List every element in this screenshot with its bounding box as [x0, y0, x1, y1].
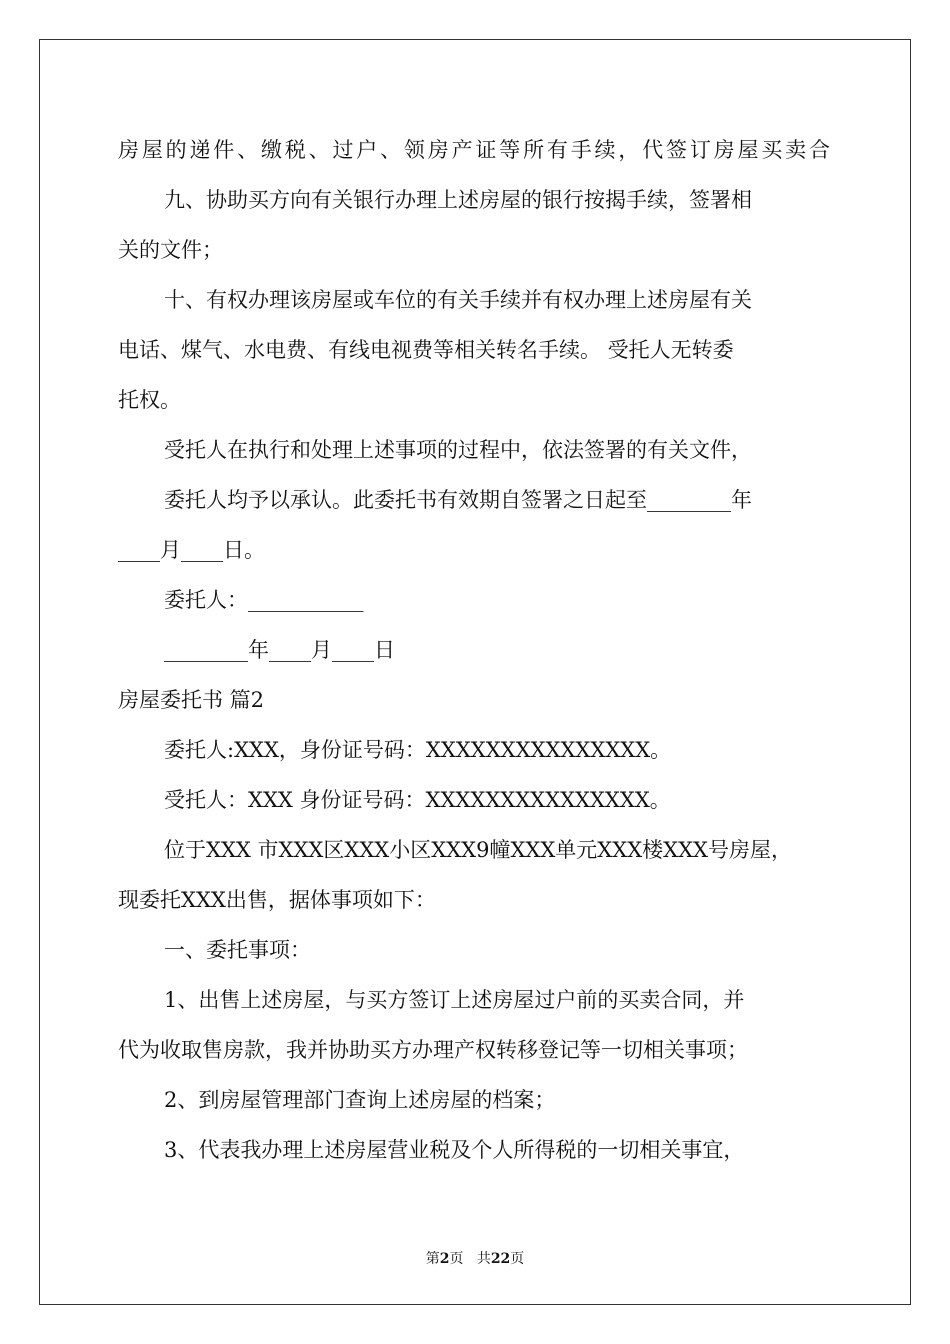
paragraph-line: 受托人在执行和处理上述事项的过程中，依法签署的有关文件， — [164, 438, 752, 462]
paragraph-line: 九、协助买方向有关银行办理上述房屋的银行按揭手续，签署相 — [164, 188, 752, 212]
paragraph-line: 3、代表我办理上述房屋营业税及个人所得税的一切相关事宜， — [164, 1138, 745, 1162]
paragraph-line: 代为收取售房款，我并协助买方办理产权转移登记等一切相关事项； — [118, 1038, 748, 1062]
paragraph-line: 委托人:XXX，身份证号码：XXXXXXXXXXXXXXX。 — [164, 738, 672, 762]
page-number: 2 — [439, 1251, 450, 1267]
paragraph-line: 位于XXX 市XXX区XXX小区XXX9幢XXX单元XXX楼XXX号房屋， — [164, 838, 792, 862]
total-suffix: 页 — [510, 1251, 525, 1267]
total-prefix: 共 — [476, 1251, 491, 1267]
paragraph-line: 电话、煤气、水电费、有线电视费等相关转名手续。 受托人无转委 — [118, 338, 734, 362]
paragraph-line: 托权。 — [118, 388, 181, 412]
paragraph-line: 现委托XXX出售，据体事项如下： — [118, 888, 436, 912]
paragraph-line: ____月____日。 — [118, 538, 265, 562]
page-suffix: 页 — [449, 1251, 464, 1267]
paragraph-line: 2、到房屋管理部门查询上述房屋的档案； — [164, 1088, 556, 1112]
total-pages: 22 — [490, 1251, 511, 1267]
paragraph-line: 1、出售上述房屋，与买方签订上述房屋过户前的买卖合同，并 — [164, 988, 745, 1012]
paragraph-line: 受托人：XXX 身份证号码：XXXXXXXXXXXXXXX。 — [164, 788, 671, 812]
paragraph-line: 房屋的递件、缴税、过户、领房产证等所有手续，代签订房屋买卖合 — [118, 138, 830, 162]
paragraph-line: 委托人均予以承认。此委托书有效期自签署之日起至________年 — [164, 488, 752, 512]
paragraph-line: 一、委托事项： — [164, 938, 311, 962]
signature-line: 委托人：___________ — [164, 588, 364, 612]
page-footer — [0, 1248, 950, 1268]
page-border — [39, 39, 911, 1305]
date-line: ________年____月____日 — [164, 638, 395, 662]
paragraph-line: 关的文件； — [118, 238, 223, 262]
section-heading: 房屋委托书 篇2 — [118, 688, 265, 712]
paragraph-line: 十、有权办理该房屋或车位的有关手续并有权办理上述房屋有关 — [164, 288, 752, 312]
page-prefix: 第 — [425, 1251, 440, 1267]
